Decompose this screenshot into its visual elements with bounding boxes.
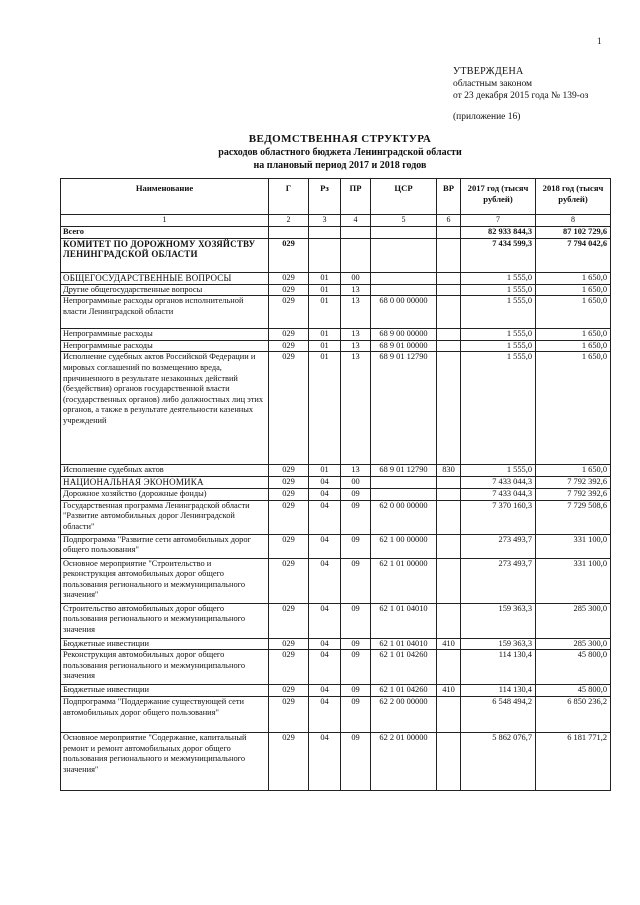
table-row <box>61 534 611 558</box>
row-rz: 04 <box>309 697 341 733</box>
row-rz: 04 <box>309 488 341 500</box>
approval-stamp <box>453 66 588 123</box>
row-vr: 410 <box>437 685 461 697</box>
row-pr: 13 <box>341 329 371 341</box>
row-rz: 01 <box>309 352 341 465</box>
row-csr <box>371 477 437 489</box>
column-number-row <box>61 215 611 227</box>
table-row <box>61 638 611 650</box>
row-2017: 5 862 076,7 <box>461 733 536 791</box>
row-vr <box>437 284 461 296</box>
row-rz <box>309 238 341 272</box>
row-csr <box>371 238 437 272</box>
row-csr <box>371 488 437 500</box>
row-name: Непрограммные расходы органов исполнительной власти Ленинградской области <box>61 296 269 329</box>
row-csr: 68 9 01 12790 <box>371 352 437 465</box>
table-row <box>61 500 611 534</box>
row-pr: 00 <box>341 477 371 489</box>
row-2018: 7 792 392,6 <box>536 488 611 500</box>
row-2018: 331 100,0 <box>536 534 611 558</box>
row-name: Исполнение судебных актов Российской Федерации и мировых соглашений по возмещению вреда, причиненного в результате незаконных действий (бездействия) органов государственной власти (государственных органов) либо должностных лиц этих органов, а также в результате деятельности казенных учреждений <box>61 352 269 465</box>
table-row <box>61 733 611 791</box>
approval-line3: (приложение 16) <box>453 112 521 122</box>
row-csr: 62 1 01 04260 <box>371 650 437 685</box>
row-vr <box>437 340 461 352</box>
row-csr <box>371 272 437 284</box>
header-name: Наименование <box>61 179 269 215</box>
row-vr: 830 <box>437 465 461 477</box>
row-name: Реконструкция автомобильных дорог общего пользования регионального и межмуниципального значения <box>61 650 269 685</box>
row-name: Бюджетные инвестиции <box>61 638 269 650</box>
row-2018: 6 181 771,2 <box>536 733 611 791</box>
row-vr <box>437 477 461 489</box>
row-name: ОБЩЕГОСУДАРСТВЕННЫЕ ВОПРОСЫ <box>61 272 269 284</box>
row-2017: 1 555,0 <box>461 340 536 352</box>
row-g: 029 <box>269 685 309 697</box>
row-2018: 285 300,0 <box>536 638 611 650</box>
row-2018: 7 794 042,6 <box>536 238 611 272</box>
row-name: НАЦИОНАЛЬНАЯ ЭКОНОМИКА <box>61 477 269 489</box>
row-rz: 04 <box>309 500 341 534</box>
row-2017: 7 434 599,3 <box>461 238 536 272</box>
row-rz <box>309 227 341 239</box>
row-2017: 1 555,0 <box>461 352 536 465</box>
row-2018: 1 650,0 <box>536 352 611 465</box>
row-pr: 13 <box>341 352 371 465</box>
row-2017: 273 493,7 <box>461 558 536 603</box>
row-2017: 82 933 844,3 <box>461 227 536 239</box>
row-pr: 09 <box>341 733 371 791</box>
row-2017: 7 433 044,3 <box>461 477 536 489</box>
row-2018: 1 650,0 <box>536 329 611 341</box>
row-name: Основное мероприятие "Содержание, капитальный ремонт и ремонт автомобильных дорог общего пользования регионального и межмуниципального значения" <box>61 733 269 791</box>
row-g: 029 <box>269 340 309 352</box>
row-2017: 1 555,0 <box>461 329 536 341</box>
header-vr: ВР <box>437 179 461 215</box>
row-g: 029 <box>269 272 309 284</box>
row-vr <box>437 227 461 239</box>
table-row <box>61 603 611 638</box>
header-rz: Рз <box>309 179 341 215</box>
row-2017: 159 363,3 <box>461 638 536 650</box>
col-number: 7 <box>461 215 536 227</box>
row-csr: 68 9 01 00000 <box>371 340 437 352</box>
row-pr: 09 <box>341 534 371 558</box>
table-header-row <box>61 179 611 215</box>
row-2018: 6 850 236,2 <box>536 697 611 733</box>
row-pr: 09 <box>341 638 371 650</box>
row-name: Исполнение судебных актов <box>61 465 269 477</box>
row-2017: 1 555,0 <box>461 284 536 296</box>
row-name: Подпрограмма "Развитие сети автомобильных дорог общего пользования" <box>61 534 269 558</box>
col-number: 2 <box>269 215 309 227</box>
row-csr: 62 1 00 00000 <box>371 534 437 558</box>
row-g: 029 <box>269 352 309 465</box>
row-csr: 62 1 01 04010 <box>371 603 437 638</box>
row-rz: 01 <box>309 329 341 341</box>
row-g <box>269 227 309 239</box>
row-pr: 09 <box>341 500 371 534</box>
table-row <box>61 296 611 329</box>
table-row <box>61 465 611 477</box>
row-g: 029 <box>269 329 309 341</box>
row-name: Дорожное хозяйство (дорожные фонды) <box>61 488 269 500</box>
header-2017: 2017 год (тысяч рублей) <box>461 179 536 215</box>
approval-line1: областным законом <box>453 79 533 89</box>
table-row <box>61 488 611 500</box>
row-2018: 7 792 392,6 <box>536 477 611 489</box>
table-row <box>61 558 611 603</box>
row-2017: 1 555,0 <box>461 296 536 329</box>
row-csr: 68 9 01 12790 <box>371 465 437 477</box>
row-2018: 87 102 729,6 <box>536 227 611 239</box>
row-2018: 1 650,0 <box>536 272 611 284</box>
row-pr <box>341 238 371 272</box>
row-2018: 45 800,0 <box>536 685 611 697</box>
row-csr: 68 9 00 00000 <box>371 329 437 341</box>
row-2018: 1 650,0 <box>536 340 611 352</box>
row-rz: 04 <box>309 534 341 558</box>
row-name: Другие общегосударственные вопросы <box>61 284 269 296</box>
row-2017: 1 555,0 <box>461 465 536 477</box>
table-row <box>61 697 611 733</box>
row-2017: 114 130,4 <box>461 685 536 697</box>
row-g: 029 <box>269 638 309 650</box>
row-name: Основное мероприятие "Строительство и реконструкция автомобильных дорог общего пользования регионального и межмуниципального значения" <box>61 558 269 603</box>
row-rz: 04 <box>309 650 341 685</box>
row-vr: 410 <box>437 638 461 650</box>
row-pr: 13 <box>341 340 371 352</box>
row-pr: 09 <box>341 603 371 638</box>
row-g: 029 <box>269 296 309 329</box>
row-vr <box>437 352 461 465</box>
row-pr <box>341 227 371 239</box>
row-name: Всего <box>61 227 269 239</box>
row-vr <box>437 329 461 341</box>
row-vr <box>437 534 461 558</box>
table-row <box>61 284 611 296</box>
table-row <box>61 340 611 352</box>
col-number: 8 <box>536 215 611 227</box>
header-g: Г <box>269 179 309 215</box>
row-name: Строительство автомобильных дорог общего пользования регионального и межмуниципального значения <box>61 603 269 638</box>
row-rz: 01 <box>309 340 341 352</box>
row-vr <box>437 488 461 500</box>
row-vr <box>437 272 461 284</box>
row-2018: 1 650,0 <box>536 284 611 296</box>
col-number: 6 <box>437 215 461 227</box>
title-line3: на плановый период 2017 и 2018 годов <box>253 160 427 171</box>
row-csr: 62 2 00 00000 <box>371 697 437 733</box>
header-csr: ЦСР <box>371 179 437 215</box>
row-rz: 01 <box>309 296 341 329</box>
row-vr <box>437 603 461 638</box>
row-pr: 00 <box>341 272 371 284</box>
table-row <box>61 329 611 341</box>
budget-table <box>60 178 611 791</box>
row-g: 029 <box>269 558 309 603</box>
table-row <box>61 477 611 489</box>
row-g: 029 <box>269 488 309 500</box>
row-2017: 1 555,0 <box>461 272 536 284</box>
header-2018: 2018 год (тысяч рублей) <box>536 179 611 215</box>
row-g: 029 <box>269 534 309 558</box>
table-row <box>61 650 611 685</box>
row-pr: 13 <box>341 296 371 329</box>
row-2017: 7 370 160,3 <box>461 500 536 534</box>
table-row <box>61 272 611 284</box>
row-2017: 159 363,3 <box>461 603 536 638</box>
page-number: 1 <box>597 36 602 46</box>
row-g: 029 <box>269 650 309 685</box>
row-csr: 62 1 01 04010 <box>371 638 437 650</box>
row-rz: 04 <box>309 558 341 603</box>
approval-line2: от 23 декабря 2015 года № 139-оз <box>453 91 589 101</box>
row-2018: 1 650,0 <box>536 465 611 477</box>
row-rz: 04 <box>309 603 341 638</box>
row-g: 029 <box>269 733 309 791</box>
row-vr <box>437 650 461 685</box>
row-2017: 7 433 044,3 <box>461 488 536 500</box>
row-csr: 62 2 01 00000 <box>371 733 437 791</box>
row-2018: 285 300,0 <box>536 603 611 638</box>
row-name: Непрограммные расходы <box>61 340 269 352</box>
row-g: 029 <box>269 603 309 638</box>
row-name: Бюджетные инвестиции <box>61 685 269 697</box>
row-pr: 09 <box>341 488 371 500</box>
row-vr <box>437 558 461 603</box>
row-vr <box>437 296 461 329</box>
row-2017: 114 130,4 <box>461 650 536 685</box>
row-g: 029 <box>269 465 309 477</box>
row-rz: 01 <box>309 465 341 477</box>
title-line2: расходов областного бюджета Ленинградской области <box>218 147 462 158</box>
row-rz: 04 <box>309 733 341 791</box>
table-body <box>61 227 611 791</box>
header-pr: ПР <box>341 179 371 215</box>
row-csr <box>371 284 437 296</box>
row-rz: 01 <box>309 272 341 284</box>
row-vr <box>437 733 461 791</box>
col-number: 5 <box>371 215 437 227</box>
row-pr: 09 <box>341 685 371 697</box>
table-row <box>61 238 611 272</box>
row-csr <box>371 227 437 239</box>
row-name: КОМИТЕТ ПО ДОРОЖНОМУ ХОЗЯЙСТВУ ЛЕНИНГРАДСКОЙ ОБЛАСТИ <box>61 238 269 272</box>
document-title <box>130 133 550 172</box>
row-vr <box>437 500 461 534</box>
row-rz: 04 <box>309 638 341 650</box>
row-g: 029 <box>269 477 309 489</box>
approval-heading: УТВЕРЖДЕНА <box>453 66 524 77</box>
row-vr <box>437 697 461 733</box>
row-pr: 09 <box>341 697 371 733</box>
row-vr <box>437 238 461 272</box>
row-2017: 273 493,7 <box>461 534 536 558</box>
col-number: 3 <box>309 215 341 227</box>
row-2017: 6 548 494,2 <box>461 697 536 733</box>
table-row <box>61 227 611 239</box>
table-row <box>61 352 611 465</box>
row-2018: 7 729 508,6 <box>536 500 611 534</box>
row-pr: 09 <box>341 650 371 685</box>
col-number: 1 <box>61 215 269 227</box>
row-rz: 04 <box>309 477 341 489</box>
row-g: 029 <box>269 697 309 733</box>
row-pr: 13 <box>341 284 371 296</box>
table-row <box>61 685 611 697</box>
title-line1: ВЕДОМСТВЕННАЯ СТРУКТУРА <box>248 133 432 145</box>
row-rz: 04 <box>309 685 341 697</box>
row-2018: 45 800,0 <box>536 650 611 685</box>
row-csr: 62 0 00 00000 <box>371 500 437 534</box>
row-csr: 62 1 01 00000 <box>371 558 437 603</box>
row-csr: 62 1 01 04260 <box>371 685 437 697</box>
col-number: 4 <box>341 215 371 227</box>
row-name: Подпрограмма "Поддержание существующей сети автомобильных дорог общего пользования" <box>61 697 269 733</box>
row-g: 029 <box>269 238 309 272</box>
row-2018: 331 100,0 <box>536 558 611 603</box>
row-2018: 1 650,0 <box>536 296 611 329</box>
row-pr: 09 <box>341 558 371 603</box>
row-pr: 13 <box>341 465 371 477</box>
row-g: 029 <box>269 500 309 534</box>
row-name: Государственная программа Ленинградской области "Развитие автомобильных дорог Ленинградской области" <box>61 500 269 534</box>
row-g: 029 <box>269 284 309 296</box>
row-csr: 68 0 00 00000 <box>371 296 437 329</box>
row-rz: 01 <box>309 284 341 296</box>
row-name: Непрограммные расходы <box>61 329 269 341</box>
